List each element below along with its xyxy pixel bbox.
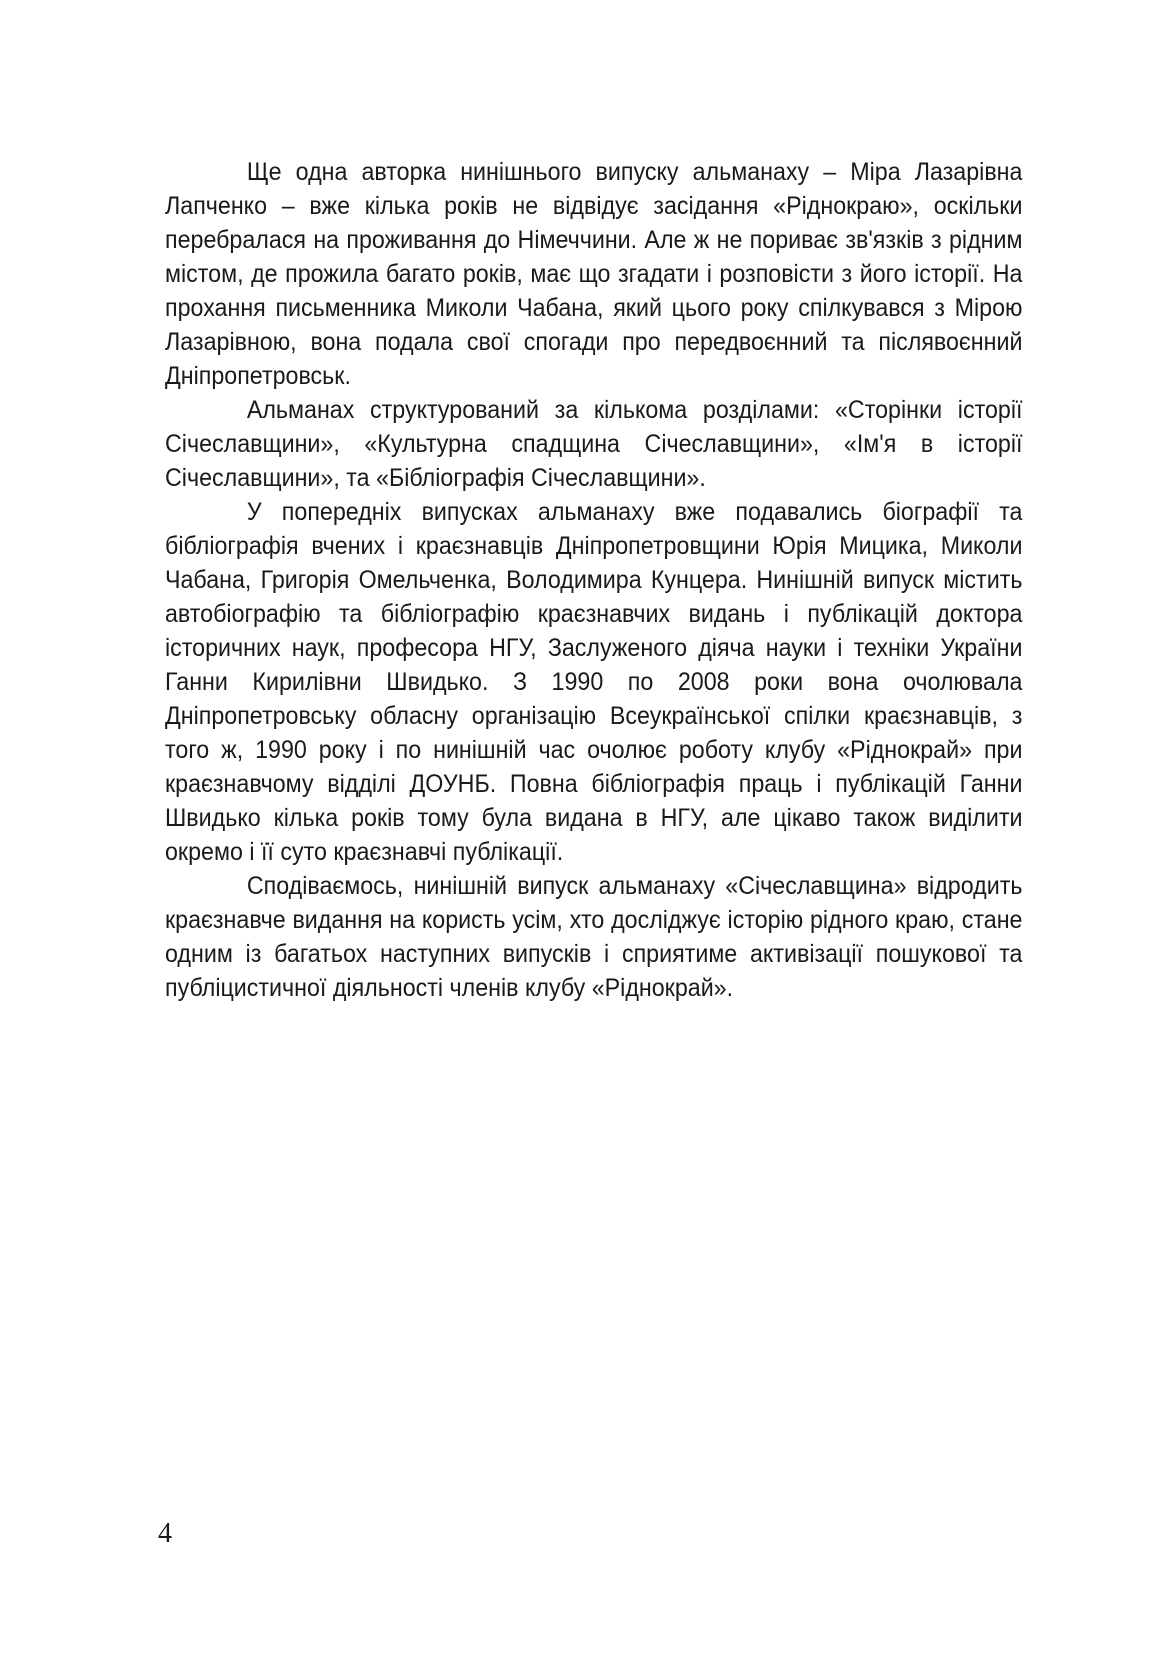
paragraph: Ще одна авторка нинішнього випуску альманаху – Міра Лазарівна Лапченко – вже кілька років не відвідує засідання «Ріднокраю», оскільки перебралася на проживання до Німеччини. Але ж не пориває зв'язків з рідним містом, де прожила багато років, має що згадати і розповісти з його історії. На прохання письменника Миколи Чабана, який цього року спілкувався з Мірою Лазарівною, вона подала свої спогади про передвоєнний та післявоєнний Дніпропетровськ. [165, 158, 1023, 390]
paragraph: У попередніх випусках альманаху вже подавались біографії та бібліографія вчених і краєзнавців Дніпропетровщини Юрія Мицика, Миколи Чабана, Григорія Омельченка, Володимира Кунцера. Нинішній випуск містить автобіографію та бібліографію краєзнавчих видань і публікацій доктора історичних наук, професора НГУ, Заслуженого діяча науки і техніки України Ганни Кирилівни Швидько. З 1990 по 2008 роки вона очолювала Дніпропетровську обласну організацію Всеукраїнської спілки краєзнавців, з того ж, 1990 року і по нинішній час очолює роботу клубу «Ріднокрай» при краєзнавчому відділі ДОУНБ. Повна бібліографія праць і публікацій Ганни Швидько кілька років тому була видана в НГУ, але цікаво також виділити окремо і її суто краєзнавчі публікації. [165, 498, 1023, 866]
paragraph: Альманах структурований за кількома розділами: «Сторінки історії Січеславщини», «Культурна спадщина Січеславщини», «Ім'я в історії Січеславщини», та «Бібліографія Січеславщини». [165, 396, 1023, 492]
page-number: 4 [158, 1518, 172, 1549]
body-text [165, 155, 1022, 1005]
paragraph: Сподіваємось, нинішній випуск альманаху «Січеславщина» відродить краєзнавче видання на користь усім, хто досліджує історію рідного краю, стане одним із багатьох наступних випусків і сприятиме активізації пошукової та публіцистичної діяльності членів клубу «Ріднокрай». [165, 872, 1023, 1002]
